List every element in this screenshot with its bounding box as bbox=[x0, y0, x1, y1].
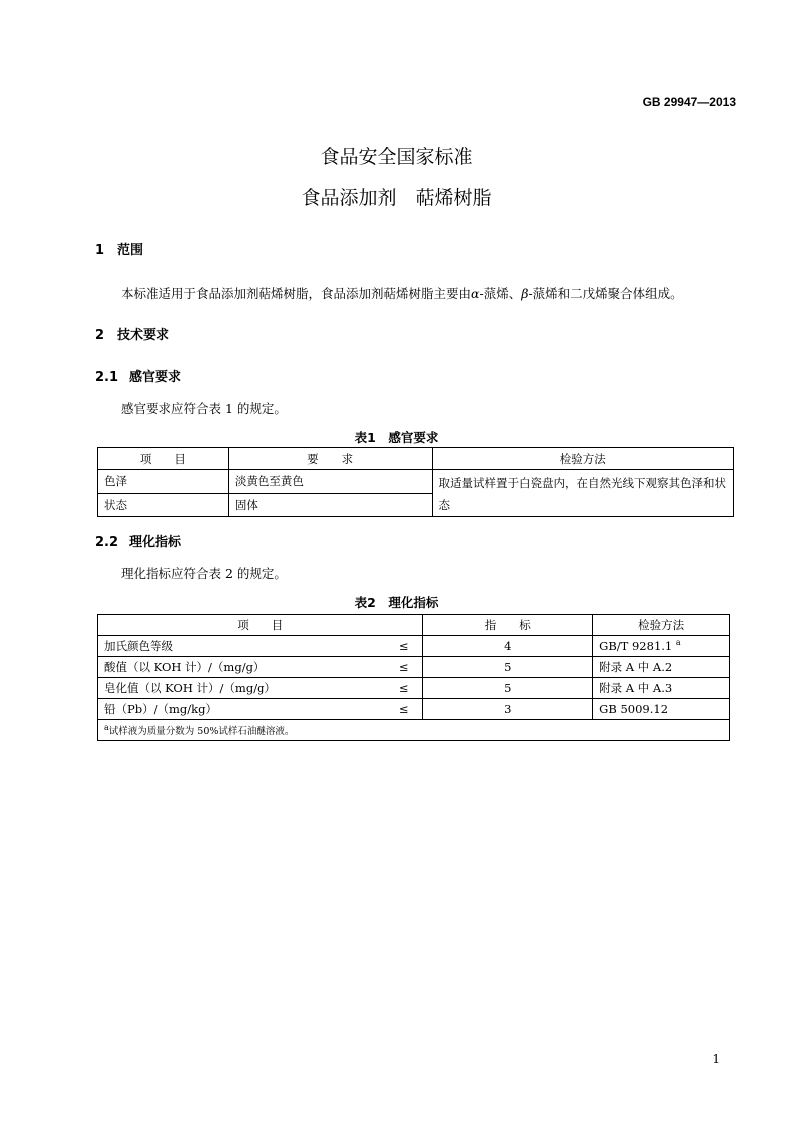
standard-number: GB 29947—2013 bbox=[642, 95, 736, 109]
section-title: 感官要求 bbox=[129, 370, 182, 385]
column-header: 项 目 bbox=[98, 615, 423, 636]
table-note-row bbox=[98, 720, 730, 741]
table-cell: 附录 A 中 A.2 bbox=[593, 657, 730, 678]
section-number: 2.2 bbox=[95, 535, 119, 550]
table2-caption: 表2 理化指标 bbox=[354, 595, 439, 610]
table-footnote: $^a$试样液为质量分数为 50%试样石油醚溶液。 bbox=[98, 720, 730, 741]
column-header: 指 标 bbox=[423, 615, 593, 636]
physicochemical-paragraph: 理化指标应符合表 2 的规定。 bbox=[121, 566, 287, 581]
document-title: 食品安全国家标准 bbox=[320, 146, 473, 168]
section-number: 2 bbox=[95, 328, 105, 343]
table-cell: 淡黄色至黄色 bbox=[228, 470, 432, 494]
section-number: 1 bbox=[95, 243, 105, 258]
section-title: 范围 bbox=[117, 243, 144, 258]
section-1-heading bbox=[95, 239, 143, 258]
column-header: 项 目 bbox=[98, 448, 229, 470]
column-header: 检验方法 bbox=[432, 448, 733, 470]
table-header-row bbox=[98, 615, 730, 636]
table-cell: 固体 bbox=[228, 493, 432, 517]
page-number: 1 bbox=[712, 1052, 720, 1066]
footnote-marker: a bbox=[675, 638, 681, 648]
table-cell: GB/T 9281.1 $^a$ bbox=[593, 636, 730, 657]
table-cell: ≤ bbox=[385, 636, 423, 657]
table-cell: 4 bbox=[423, 636, 593, 657]
alpha-symbol: α bbox=[471, 286, 480, 301]
table-cell: 铅（Pb）/（mg/kg） bbox=[98, 699, 385, 720]
table-cell: 加氏颜色等级 bbox=[98, 636, 385, 657]
section-title: 理化指标 bbox=[129, 535, 182, 550]
table-cell: 5 bbox=[423, 657, 593, 678]
table-row bbox=[98, 657, 730, 678]
sensory-paragraph: 感官要求应符合表 1 的规定。 bbox=[121, 401, 287, 416]
table-cell: 取适量试样置于白瓷盘内，在自然光线下观察其色泽和状态 bbox=[432, 470, 733, 517]
table-cell: 5 bbox=[423, 678, 593, 699]
table-cell: ≤ bbox=[385, 657, 423, 678]
table-row bbox=[98, 699, 730, 720]
column-header: 要 求 bbox=[228, 448, 432, 470]
table-cell: ≤ bbox=[385, 678, 423, 699]
sensory-table bbox=[97, 447, 734, 517]
table-cell: 皂化值（以 KOH 计）/（mg/g） bbox=[98, 678, 385, 699]
column-header: 检验方法 bbox=[593, 615, 730, 636]
footnote-marker: a bbox=[104, 722, 109, 732]
table-cell: ≤ bbox=[385, 699, 423, 720]
table-cell: 3 bbox=[423, 699, 593, 720]
table-row bbox=[98, 636, 730, 657]
section-title: 技术要求 bbox=[117, 328, 170, 343]
table-cell: 酸值（以 KOH 计）/（mg/g） bbox=[98, 657, 385, 678]
scope-paragraph: 本标准适用于食品添加剂萜烯树脂，食品添加剂萜烯树脂主要由α-蒎烯、β-蒎烯和二戊烯聚合体组成。 bbox=[121, 286, 683, 301]
table-cell: 附录 A 中 A.3 bbox=[593, 678, 730, 699]
section-2-1-heading bbox=[95, 366, 181, 385]
beta-symbol: β bbox=[521, 286, 529, 301]
physicochemical-table bbox=[97, 614, 730, 741]
section-2-2-heading bbox=[95, 531, 181, 550]
document-subtitle: 食品添加剂 萜烯树脂 bbox=[301, 187, 492, 209]
table-cell: GB 5009.12 bbox=[593, 699, 730, 720]
table-row bbox=[98, 470, 734, 494]
table-cell: 状态 bbox=[98, 493, 229, 517]
table-header-row bbox=[98, 448, 734, 470]
section-number: 2.1 bbox=[95, 370, 119, 385]
table-cell: 色泽 bbox=[98, 470, 229, 494]
section-2-heading bbox=[95, 324, 169, 343]
table-row bbox=[98, 678, 730, 699]
table1-caption: 表1 感官要求 bbox=[354, 430, 439, 445]
